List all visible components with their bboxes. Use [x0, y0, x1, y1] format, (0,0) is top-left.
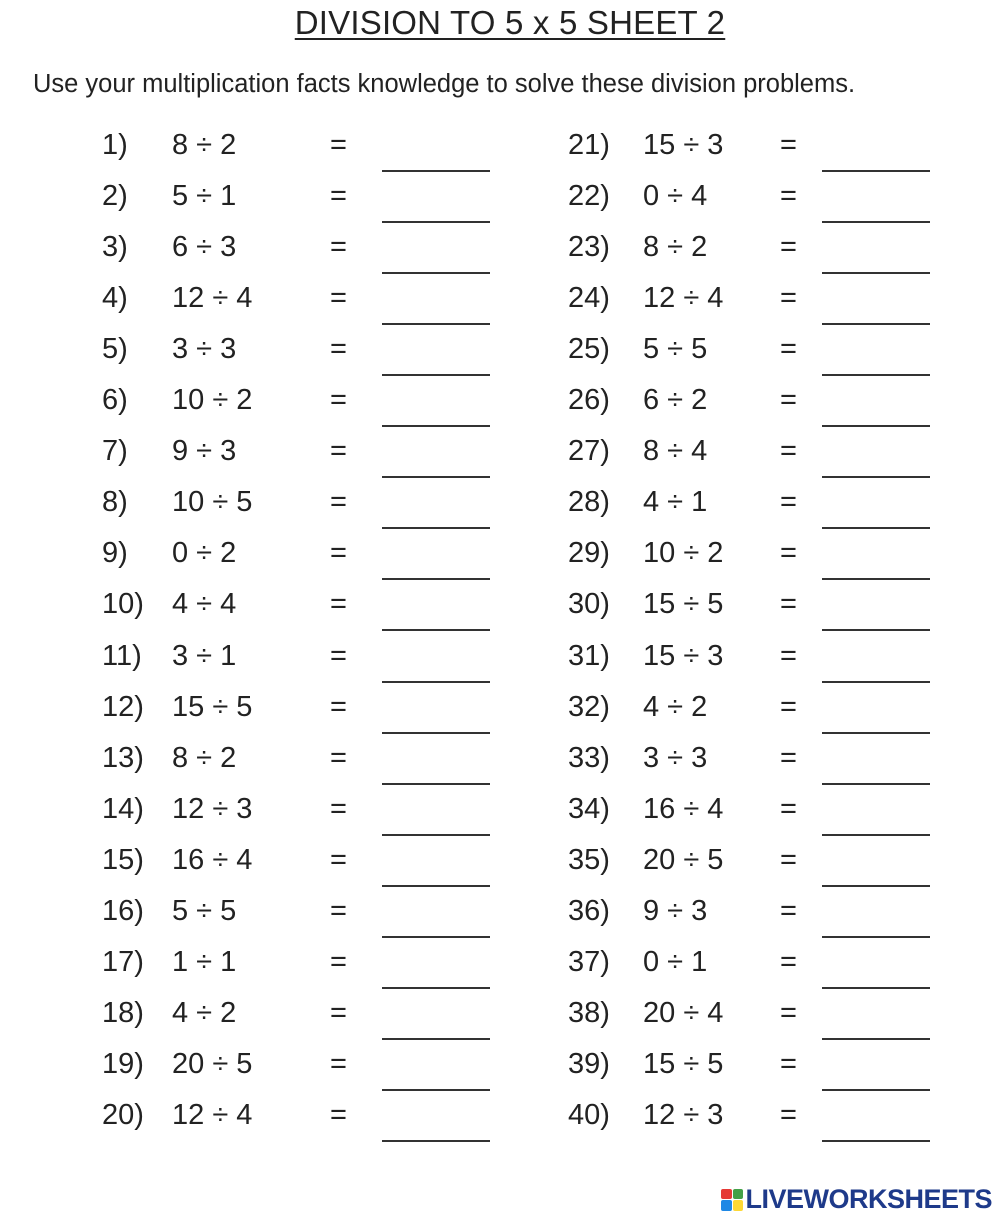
answer-blank[interactable] — [382, 476, 490, 478]
division-expression: 9 ÷ 3 — [643, 895, 708, 927]
problem-row — [102, 485, 502, 525]
equals-sign: = — [780, 435, 797, 467]
problem-row — [102, 792, 502, 832]
problem-number: 19) — [102, 1048, 144, 1080]
problem-number: 40) — [568, 1099, 610, 1131]
answer-blank[interactable] — [822, 1140, 930, 1142]
equals-sign: = — [780, 844, 797, 876]
problem-row — [568, 945, 968, 985]
answer-blank[interactable] — [822, 681, 930, 683]
division-expression: 5 ÷ 1 — [172, 180, 237, 212]
problem-row — [568, 792, 968, 832]
problem-number: 10) — [102, 588, 144, 620]
equals-sign: = — [330, 1048, 347, 1080]
problem-row — [568, 741, 968, 781]
brand-name: LIVEWORKSHEETS — [745, 1184, 992, 1214]
answer-blank[interactable] — [382, 221, 490, 223]
division-expression: 10 ÷ 2 — [172, 384, 253, 416]
problem-number: 5) — [102, 333, 128, 365]
equals-sign: = — [780, 793, 797, 825]
problem-number: 6) — [102, 384, 128, 416]
division-expression: 3 ÷ 3 — [172, 333, 237, 365]
problem-row — [102, 179, 502, 219]
problem-row — [568, 894, 968, 934]
problem-number: 20) — [102, 1099, 144, 1131]
problem-number: 7) — [102, 435, 128, 467]
equals-sign: = — [330, 691, 347, 723]
answer-blank[interactable] — [382, 1140, 490, 1142]
answer-blank[interactable] — [822, 272, 930, 274]
equals-sign: = — [330, 793, 347, 825]
answer-blank[interactable] — [382, 732, 490, 734]
division-expression: 6 ÷ 2 — [643, 384, 708, 416]
problem-number: 17) — [102, 946, 144, 978]
problem-row — [102, 128, 502, 168]
equals-sign: = — [330, 1099, 347, 1131]
equals-sign: = — [330, 844, 347, 876]
problem-number: 1) — [102, 129, 128, 161]
problem-row — [568, 485, 968, 525]
equals-sign: = — [780, 384, 797, 416]
answer-blank[interactable] — [382, 170, 490, 172]
problem-row — [568, 179, 968, 219]
liveworksheets-brand — [721, 1184, 992, 1215]
division-expression: 8 ÷ 2 — [643, 231, 708, 263]
equals-sign: = — [780, 537, 797, 569]
equals-sign: = — [330, 435, 347, 467]
problem-row — [102, 587, 502, 627]
equals-sign: = — [780, 1048, 797, 1080]
problem-row — [568, 690, 968, 730]
problem-row — [568, 230, 968, 270]
problem-number: 34) — [568, 793, 610, 825]
equals-sign: = — [780, 1099, 797, 1131]
problem-number: 39) — [568, 1048, 610, 1080]
answer-blank[interactable] — [382, 783, 490, 785]
answer-blank[interactable] — [822, 221, 930, 223]
division-expression: 8 ÷ 2 — [172, 742, 237, 774]
problem-row — [102, 996, 502, 1036]
answer-blank[interactable] — [822, 885, 930, 887]
division-expression: 4 ÷ 1 — [643, 486, 708, 518]
answer-blank[interactable] — [382, 272, 490, 274]
problem-row — [102, 281, 502, 321]
division-expression: 12 ÷ 4 — [643, 282, 724, 314]
division-expression: 10 ÷ 2 — [643, 537, 724, 569]
problem-number: 30) — [568, 588, 610, 620]
problem-row — [568, 996, 968, 1036]
worksheet-title: DIVISION TO 5 x 5 SHEET 2 — [294, 4, 726, 41]
equals-sign: = — [330, 180, 347, 212]
problem-number: 32) — [568, 691, 610, 723]
answer-blank[interactable] — [382, 374, 490, 376]
problem-row — [568, 1098, 968, 1138]
equals-sign: = — [330, 997, 347, 1029]
answer-blank[interactable] — [382, 936, 490, 938]
division-expression: 15 ÷ 5 — [172, 691, 253, 723]
division-expression: 9 ÷ 3 — [172, 435, 237, 467]
equals-sign: = — [780, 895, 797, 927]
problem-row — [102, 894, 502, 934]
answer-blank[interactable] — [382, 1089, 490, 1091]
equals-sign: = — [330, 282, 347, 314]
division-expression: 12 ÷ 4 — [172, 282, 253, 314]
equals-sign: = — [330, 895, 347, 927]
problem-row — [102, 741, 502, 781]
division-expression: 8 ÷ 2 — [172, 129, 237, 161]
equals-sign: = — [780, 231, 797, 263]
answer-blank[interactable] — [822, 732, 930, 734]
equals-sign: = — [780, 588, 797, 620]
division-expression: 15 ÷ 3 — [643, 129, 724, 161]
instructions-text: Use your multiplication facts knowledge to solve these division problems. — [33, 70, 856, 98]
problem-number: 21) — [568, 129, 610, 161]
division-expression: 1 ÷ 1 — [172, 946, 237, 978]
answer-blank[interactable] — [822, 1038, 930, 1040]
problem-row — [102, 639, 502, 679]
problem-row — [568, 1047, 968, 1087]
answer-blank[interactable] — [382, 885, 490, 887]
equals-sign: = — [780, 282, 797, 314]
problem-number: 24) — [568, 282, 610, 314]
division-expression: 16 ÷ 4 — [643, 793, 724, 825]
equals-sign: = — [330, 946, 347, 978]
problem-number: 12) — [102, 691, 144, 723]
division-expression: 12 ÷ 4 — [172, 1099, 253, 1131]
answer-blank[interactable] — [382, 425, 490, 427]
problem-number: 28) — [568, 486, 610, 518]
problem-number: 18) — [102, 997, 144, 1029]
answer-blank[interactable] — [822, 374, 930, 376]
problem-row — [568, 383, 968, 423]
division-expression: 15 ÷ 3 — [643, 640, 724, 672]
problem-number: 16) — [102, 895, 144, 927]
division-expression: 20 ÷ 4 — [643, 997, 724, 1029]
division-expression: 0 ÷ 4 — [643, 180, 708, 212]
problem-row — [102, 230, 502, 270]
answer-blank[interactable] — [822, 936, 930, 938]
equals-sign: = — [780, 691, 797, 723]
problem-row — [568, 281, 968, 321]
answer-blank[interactable] — [822, 783, 930, 785]
problem-number: 29) — [568, 537, 610, 569]
equals-sign: = — [330, 231, 347, 263]
answer-blank[interactable] — [822, 170, 930, 172]
answer-blank[interactable] — [822, 629, 930, 631]
problem-number: 14) — [102, 793, 144, 825]
equals-sign: = — [330, 640, 347, 672]
problem-number: 38) — [568, 997, 610, 1029]
division-expression: 12 ÷ 3 — [172, 793, 253, 825]
problem-row — [568, 536, 968, 576]
division-expression: 4 ÷ 4 — [172, 588, 237, 620]
answer-blank[interactable] — [382, 681, 490, 683]
equals-sign: = — [330, 537, 347, 569]
problem-number: 23) — [568, 231, 610, 263]
problem-number: 33) — [568, 742, 610, 774]
equals-sign: = — [330, 588, 347, 620]
division-expression: 3 ÷ 3 — [643, 742, 708, 774]
problem-number: 26) — [568, 384, 610, 416]
problem-row — [102, 1098, 502, 1138]
division-expression: 3 ÷ 1 — [172, 640, 237, 672]
problem-row — [568, 128, 968, 168]
liveworksheets-logo-icon — [721, 1189, 743, 1211]
answer-blank[interactable] — [382, 323, 490, 325]
answer-blank[interactable] — [822, 987, 930, 989]
equals-sign: = — [780, 129, 797, 161]
problem-row — [102, 1047, 502, 1087]
division-expression: 5 ÷ 5 — [172, 895, 237, 927]
problem-number: 3) — [102, 231, 128, 263]
problem-row — [102, 383, 502, 423]
equals-sign: = — [330, 486, 347, 518]
problem-number: 27) — [568, 435, 610, 467]
problem-number: 36) — [568, 895, 610, 927]
division-expression: 16 ÷ 4 — [172, 844, 253, 876]
problem-number: 9) — [102, 537, 128, 569]
problem-number: 25) — [568, 333, 610, 365]
problem-row — [568, 587, 968, 627]
equals-sign: = — [330, 742, 347, 774]
answer-blank[interactable] — [822, 578, 930, 580]
division-expression: 4 ÷ 2 — [643, 691, 708, 723]
equals-sign: = — [780, 486, 797, 518]
problem-row — [568, 843, 968, 883]
problem-row — [102, 843, 502, 883]
answer-blank[interactable] — [822, 527, 930, 529]
answer-blank[interactable] — [382, 629, 490, 631]
answer-blank[interactable] — [382, 578, 490, 580]
equals-sign: = — [780, 946, 797, 978]
answer-blank[interactable] — [382, 834, 490, 836]
problem-row — [568, 434, 968, 474]
equals-sign: = — [780, 333, 797, 365]
problem-row — [102, 690, 502, 730]
problem-number: 22) — [568, 180, 610, 212]
problem-row — [102, 945, 502, 985]
answer-blank[interactable] — [382, 527, 490, 529]
problem-number: 4) — [102, 282, 128, 314]
division-expression: 20 ÷ 5 — [172, 1048, 253, 1080]
division-expression: 12 ÷ 3 — [643, 1099, 724, 1131]
problem-number: 8) — [102, 486, 128, 518]
answer-blank[interactable] — [822, 425, 930, 427]
answer-blank[interactable] — [382, 1038, 490, 1040]
problem-row — [102, 536, 502, 576]
equals-sign: = — [330, 384, 347, 416]
problem-number: 31) — [568, 640, 610, 672]
answer-blank[interactable] — [822, 476, 930, 478]
answer-blank[interactable] — [822, 1089, 930, 1091]
equals-sign: = — [330, 333, 347, 365]
problem-number: 2) — [102, 180, 128, 212]
answer-blank[interactable] — [822, 834, 930, 836]
problem-row — [102, 332, 502, 372]
problem-row — [568, 639, 968, 679]
equals-sign: = — [780, 997, 797, 1029]
division-expression: 15 ÷ 5 — [643, 1048, 724, 1080]
division-expression: 5 ÷ 5 — [643, 333, 708, 365]
equals-sign: = — [780, 180, 797, 212]
equals-sign: = — [780, 640, 797, 672]
problem-number: 15) — [102, 844, 144, 876]
answer-blank[interactable] — [382, 987, 490, 989]
equals-sign: = — [330, 129, 347, 161]
division-expression: 15 ÷ 5 — [643, 588, 724, 620]
problem-number: 11) — [102, 640, 142, 672]
problem-number: 37) — [568, 946, 610, 978]
division-expression: 0 ÷ 2 — [172, 537, 237, 569]
division-expression: 8 ÷ 4 — [643, 435, 708, 467]
division-expression: 10 ÷ 5 — [172, 486, 253, 518]
division-expression: 4 ÷ 2 — [172, 997, 237, 1029]
division-expression: 6 ÷ 3 — [172, 231, 237, 263]
equals-sign: = — [780, 742, 797, 774]
answer-blank[interactable] — [822, 323, 930, 325]
problem-number: 35) — [568, 844, 610, 876]
division-expression: 20 ÷ 5 — [643, 844, 724, 876]
problem-row — [102, 434, 502, 474]
problem-row — [568, 332, 968, 372]
division-expression: 0 ÷ 1 — [643, 946, 708, 978]
problem-number: 13) — [102, 742, 144, 774]
